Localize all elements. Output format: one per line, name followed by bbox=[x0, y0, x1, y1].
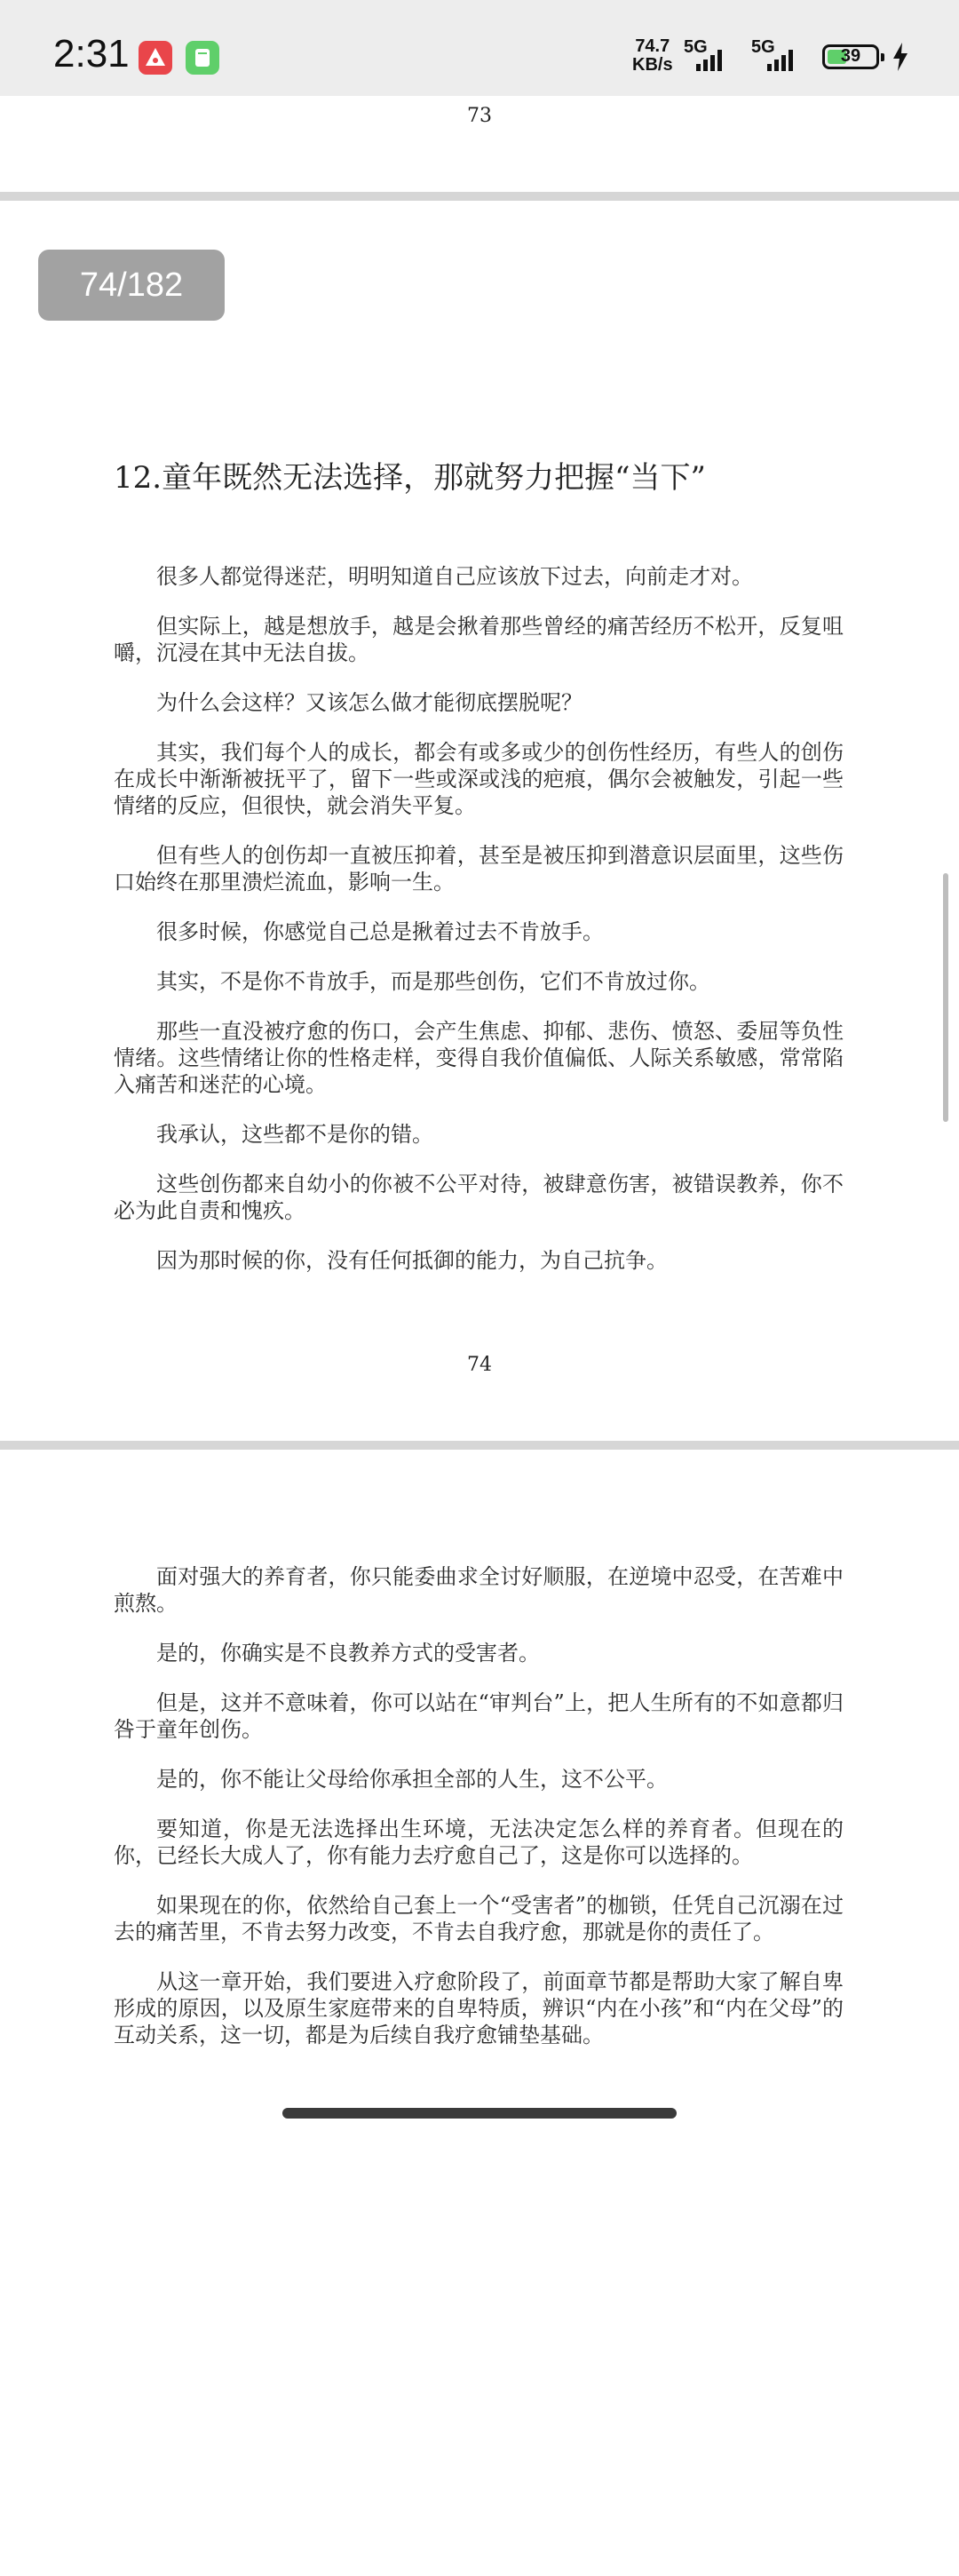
paragraph: 如果现在的你，依然给自己套上一个“受害者”的枷锁，任凭自己沉溺在过去的痛苦里，不肯去努力改变，不肯去自我疗愈，那就是你的责任了。 bbox=[114, 1893, 844, 1944]
paragraph: 其实，不是你不肯放手，而是那些创伤，它们不肯放过你。 bbox=[156, 969, 710, 994]
paragraph: 那些一直没被疗愈的伤口，会产生焦虑、抑郁、悲伤、愤怒、委屈等负性情绪。这些情绪让你的性格走样，变得自我价值偏低、人际关系敏感，常常陷入痛苦和迷茫的心境。 bbox=[114, 1019, 844, 1097]
paragraph: 但是，这并不意味着，你可以站在“审判台”上，把人生所有的不如意都归咎于童年创伤。 bbox=[114, 1690, 844, 1742]
battery-level: 39 bbox=[840, 46, 861, 66]
home-indicator-bar[interactable] bbox=[282, 2108, 677, 2119]
page-74-content bbox=[114, 563, 844, 1297]
network-speed bbox=[632, 37, 673, 75]
app-notification-icon-2 bbox=[186, 41, 219, 75]
speed-unit: KB/s bbox=[632, 55, 673, 75]
paragraph: 面对强大的养育者，你只能委曲求全讨好顺服，在逆境中忍受，在苦难中煎熬。 bbox=[114, 1564, 844, 1616]
app-notification-icon bbox=[139, 41, 172, 75]
charging-icon bbox=[891, 41, 910, 77]
paragraph: 要知道，你是无法选择出生环境，无法决定怎么样的养育者。但现在的你，已经长大成人了，你有能力去疗愈自己了，这是你可以选择的。 bbox=[114, 1817, 844, 1868]
paragraph: 是的，你不能让父母给你承担全部的人生，这不公平。 bbox=[156, 1767, 668, 1792]
page-indicator-badge[interactable]: 74/182 bbox=[38, 250, 225, 321]
page-75-content bbox=[114, 1563, 844, 2576]
paragraph: 因为那时候的你，没有任何抵御的能力，为自己抗争。 bbox=[156, 1248, 668, 1273]
status-bar bbox=[0, 0, 959, 96]
paragraph: 我承认，这些都不是你的错。 bbox=[156, 1122, 433, 1147]
paragraph: 但有些人的创伤却一直被压抑着，甚至是被压抑到潜意识层面里，这些伤口始终在那里溃烂流血，影响一生。 bbox=[114, 843, 844, 894]
battery-icon bbox=[822, 44, 879, 69]
speed-value: 74.7 bbox=[635, 36, 670, 56]
signal-label: 5G bbox=[684, 37, 708, 57]
paragraph: 很多时候，你感觉自己总是揪着过去不肯放手。 bbox=[156, 919, 604, 944]
page-number-73: 73 bbox=[467, 105, 492, 127]
paragraph: 这些创伤都来自幼小的你被不公平对待，被肆意伤害，被错误教养，你不必为此自责和愧疚。 bbox=[114, 1172, 844, 1223]
status-time: 2:31 bbox=[53, 32, 130, 76]
paragraph: 从这一章开始，我们要进入疗愈阶段了，前面章节都是帮助大家了解自卑形成的原因，以及原生家庭带来的自卑特质，辨识“内在小孩”和“内在父母”的互动关系，这一切，都是为后续自我疗愈铺垫基础。 bbox=[114, 1969, 844, 2047]
paragraph: 但实际上，越是想放手，越是会揪着那些曾经的痛苦经历不松开，反复咀嚼，沉浸在其中无法自拔。 bbox=[114, 614, 844, 665]
page-number-74: 74 bbox=[467, 1354, 492, 1376]
signal-label-2: 5G bbox=[751, 37, 775, 57]
page-separator bbox=[0, 192, 959, 201]
paragraph: 是的，你确实是不良教养方式的受害者。 bbox=[156, 1641, 540, 1666]
chapter-title: 12.童年既然无法选择，那就努力把握“当下” bbox=[114, 460, 706, 496]
page-separator-2 bbox=[0, 1441, 959, 1450]
scrollbar-thumb[interactable] bbox=[943, 873, 948, 1122]
paragraph: 其实，我们每个人的成长，都会有或多或少的创伤性经历，有些人的创伤在成长中渐渐被抚平了，留下一些或深或浅的疤痕，偶尔会被触发，引起一些情绪的反应，但很快，就会消失平复。 bbox=[114, 740, 844, 818]
paragraph: 很多人都觉得迷茫，明明知道自己应该放下过去，向前走才对。 bbox=[156, 564, 753, 589]
paragraph: 为什么会这样？又该怎么做才能彻底摆脱呢？ bbox=[156, 690, 583, 715]
